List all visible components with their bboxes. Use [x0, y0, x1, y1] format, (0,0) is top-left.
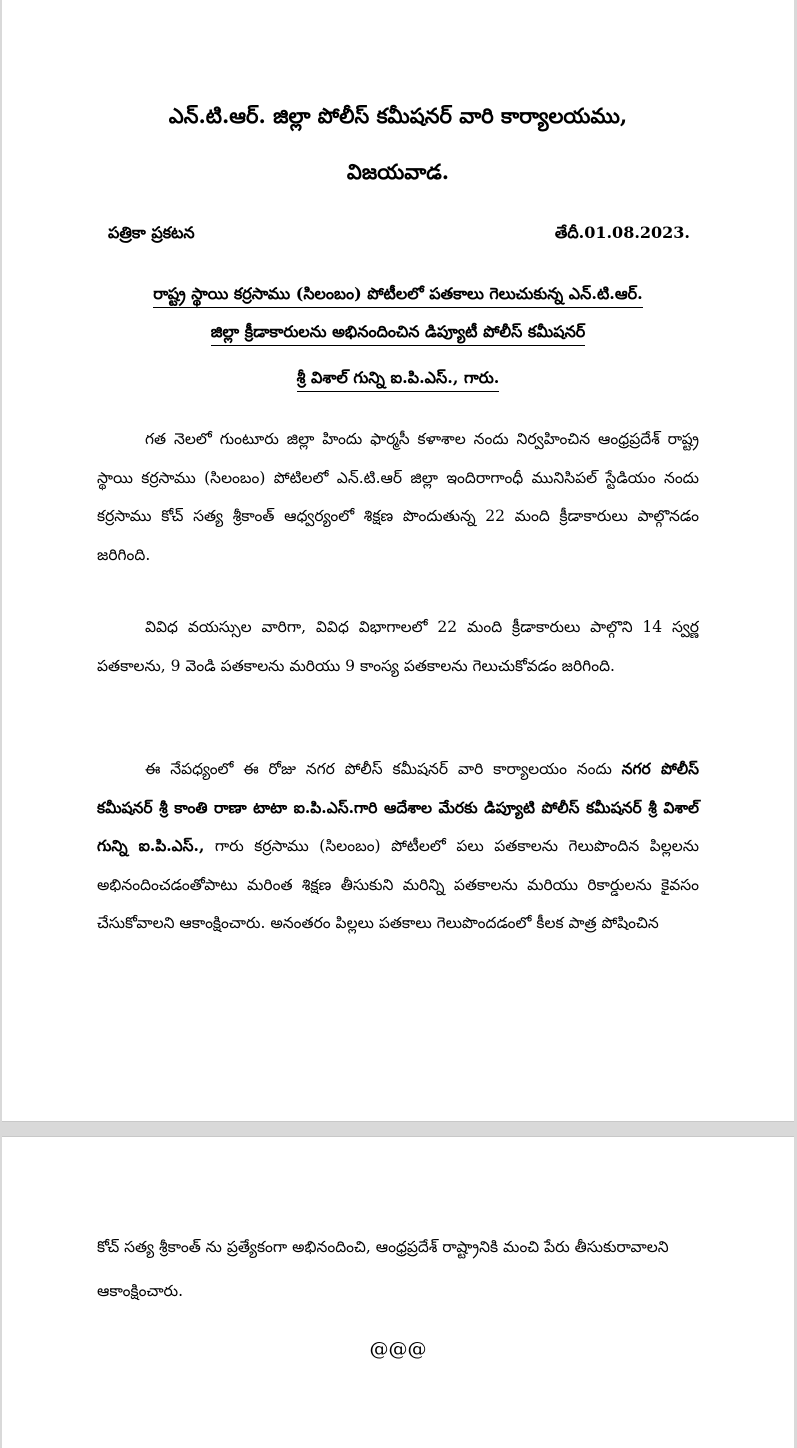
- body-paragraph-1: గత నెలలో గుంటూరు జిల్లా హిందు ఫార్మసీ కళాశాల నందు నిర్వహించిన ఆంధ్రప్రదేశ్ రాష్ట్ర స్థాయి కర్రసాము (సిలంబం) పోటిలలో ఎన్.టి.ఆర్ జిల్లా ఇందిరాగాంధీ మునిసిపల్ స్టేడియం నందు కర్రసాము కోచ్ సత్య శ్రీకాంత్ ఆధ్వర్యంలో శిక్షణ పొందుతున్న 22 మంది క్రీడాకారులు పాల్గొనడం జరిగింది.: [97, 430, 699, 564]
- paragraph-3-rest: గారు కర్రసాము (సిలంబం) పోటీలలో పలు పతకాలను గెలుపొందిన పిల్లలను అభినందించడంతోపాటు మరింత శిక్షణ తీసుకుని మరిన్ని పతకాలను మరియు రికార్డులను కైవసం చేసుకోవాలని ఆకాంక్షించారు. అనంతరం పిల్లలు పతకాలు గెలుపొందడంలో కీలక పాత్ర పోషించిన: [97, 837, 699, 932]
- body-paragraph-4: కోచ్ సత్య శ్రీకాంత్ ను ప్రత్యేకంగా అభినందించి, ఆంధ్రప్రదేశ్ రాష్ట్రానికి మంచి పేరు తీసుకురావాలని ఆకాంక్షించారు.: [97, 1238, 669, 1300]
- subject-line-3: [2, 366, 794, 392]
- subject-line-2-text: జిల్లా క్రీడాకారులను అభినందించిన డిప్యూటీ పోలీస్ కమీషనర్: [211, 320, 586, 346]
- subject-line-2: [2, 320, 794, 346]
- city-title: విజయవాడ.: [346, 159, 450, 184]
- subject-line-3-text: శ్రీ విశాల్ గున్ని ఐ.పి.ఎస్., గారు.: [297, 366, 500, 392]
- document-page-2: [2, 1136, 794, 1448]
- subject-line-1: [2, 282, 794, 308]
- release-date: తేదీ.01.08.2023.: [554, 223, 690, 242]
- paragraph-3-intro: ఈ నేపధ్యంలో ఈ రోజు నగర పోలీస్ కమీషనర్ వారి కార్యాలయం నందు: [145, 760, 622, 778]
- document-page-1: [2, 0, 794, 1122]
- body-paragraph-3: [97, 750, 699, 943]
- office-title: ఎన్.టి.ఆర్. జిల్లా పోలీస్ కమీషనర్ వారి కార్యాలయము,: [168, 103, 628, 128]
- closing-mark: @@@: [369, 1338, 427, 1360]
- subject-line-1-text: రాష్ట్ర స్థాయి కర్రసాము (సిలంబం) పోటీలలో పతకాలు గెలుచుకున్న ఎన్.టి.ఆర్.: [153, 282, 642, 308]
- body-paragraph-2: వివిధ వయస్సుల వారిగా, వివిధ విభాగాలలో 22 మంది క్రీడాకారులు పాల్గొని 14 స్వర్ణ పతకాలను, 9 వెండి పతకాలను మరియు 9 కాంస్య పతకాలను గెలుచుకోవడం జరిగింది.: [97, 618, 699, 675]
- press-release-label: పత్రికా ప్రకటన: [108, 223, 195, 242]
- paragraph-3-officials: నగర పోలీస్ కమీషనర్ శ్రీ కాంతి రాణా టాటా ఐ.పి.ఎస్.గారి ఆదేశాల మేరకు డిప్యూటి పోలీస్ కమీషనర్ శ్రీ విశాల్ గున్ని ఐ.పి.ఎస్.,: [97, 759, 700, 855]
